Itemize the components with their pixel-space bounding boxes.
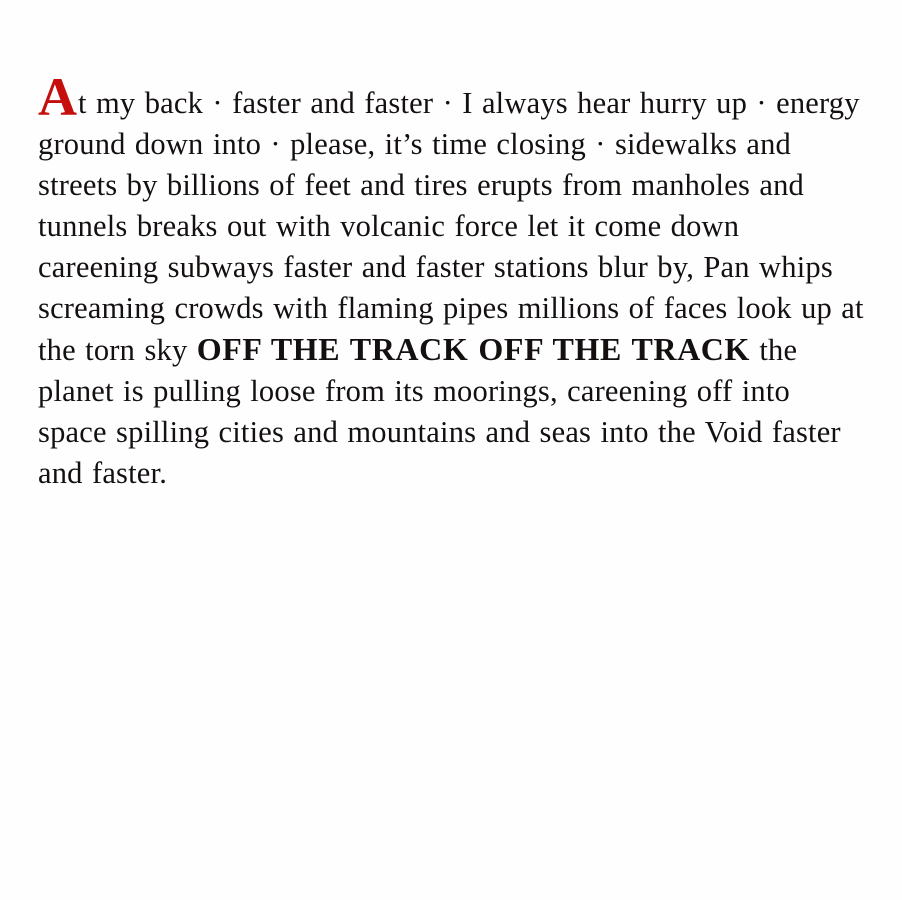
passage-text xyxy=(38,66,866,494)
passage-segment-5: please, it’s time closing xyxy=(290,126,586,161)
passage-emphasis-shout: OFF THE TRACK OFF THE TRACK xyxy=(196,330,751,367)
passage-segment-1: t my back xyxy=(78,85,204,120)
passage-separator-2: · xyxy=(442,85,453,120)
passage-segment-3: I always hear hurry up xyxy=(462,85,748,120)
passage-separator-1: · xyxy=(212,85,223,120)
drop-cap-letter: A xyxy=(38,66,77,127)
passage-segment-4: energy ground down into xyxy=(38,85,860,161)
passage-segment-2: faster and faster xyxy=(232,85,434,120)
passage-separator-5: · xyxy=(595,126,606,161)
passage-separator-4: · xyxy=(270,126,281,161)
passage-segment-7: the planet is pulling loose from its moorings, careening off into space spilling cities and mountains and seas into the Void faster and faster. xyxy=(38,332,841,490)
passage-separator-3: · xyxy=(756,85,767,120)
passage-segment-6: sidewalks and streets by billions of feet and tires erupts from manholes and tunnels breaks out with volcanic force let it come down careening subways faster and faster stations blur by, Pan whips screaming crowds with flaming pipes millions of faces look up at the torn sky xyxy=(38,126,864,367)
